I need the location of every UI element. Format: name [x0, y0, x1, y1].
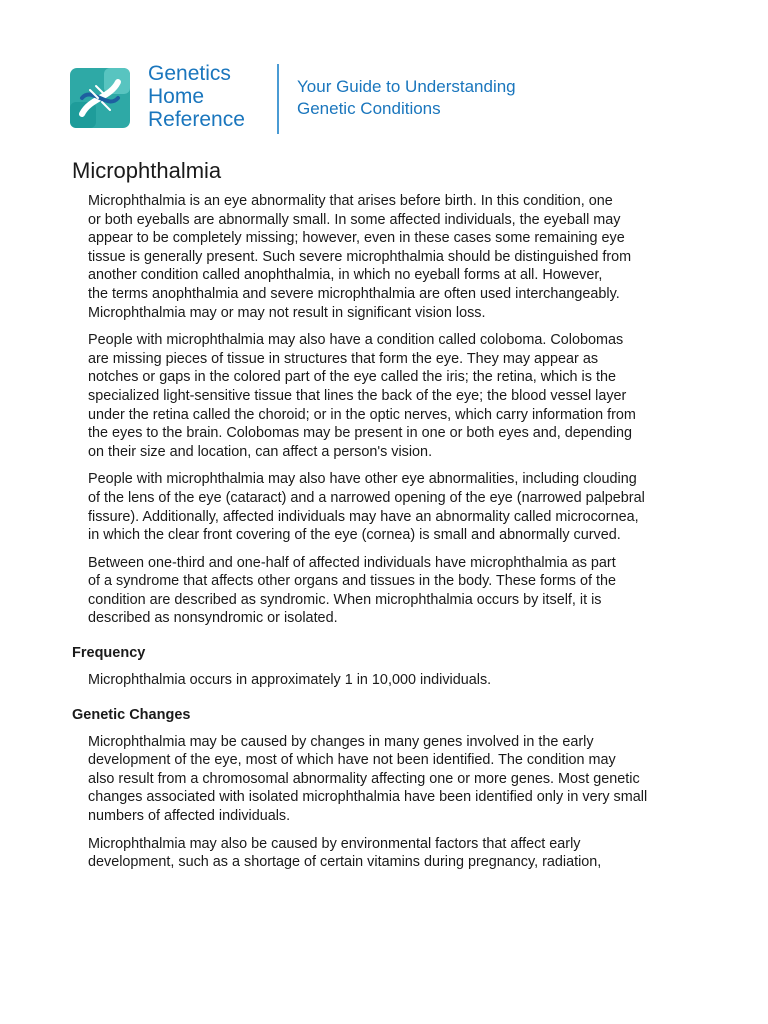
paragraph-line: another condition called anophthalmia, in which no eyeball forms at all. However, — [88, 267, 603, 284]
paragraph-line: People with microphthalmia may also have other eye abnormalities, including clouding — [88, 471, 637, 488]
body-paragraph — [88, 192, 722, 322]
paragraph-line: on their size and location, can affect a person's vision. — [88, 443, 433, 460]
paragraph-line: specialized light-sensitive tissue that lines the back of the eye; the blood vessel layer — [88, 387, 627, 404]
article-content — [72, 158, 722, 881]
body-paragraph — [88, 835, 722, 872]
paragraph-line: in which the clear front covering of the eye (cornea) is small and abnormally curved. — [88, 527, 621, 544]
body-paragraph — [88, 554, 722, 628]
paragraph-line: Between one-third and one-half of affected individuals have microphthalmia as part — [88, 554, 616, 571]
paragraph-line: notches or gaps in the colored part of the eye called the iris; the retina, which is the — [88, 369, 616, 386]
frequency-heading: Frequency — [72, 645, 146, 662]
genetic-changes-section — [72, 733, 722, 872]
paragraph-line: Microphthalmia occurs in approximately 1 in 10,000 individuals. — [88, 672, 492, 689]
paragraph-line: described as nonsyndromic or isolated. — [88, 610, 338, 627]
paragraph-line: Microphthalmia may be caused by changes in many genes involved in the early — [88, 733, 594, 750]
paragraph-line: the terms anophthalmia and severe microphthalmia are often used interchangeably. — [88, 285, 620, 302]
header-divider — [277, 64, 279, 134]
paragraph-line: condition are described as syndromic. When microphthalmia occurs by itself, it is — [88, 591, 602, 608]
logo-line-reference: Reference — [148, 108, 245, 131]
paragraph-line: tissue is generally present. Such severe microphthalmia should be distinguished from — [88, 248, 632, 265]
paragraph-line: of the lens of the eye (cataract) and a narrowed opening of the eye (narrowed palpebral — [88, 489, 645, 506]
logo-line-home: Home — [148, 85, 205, 108]
body-paragraph — [88, 733, 722, 826]
body-paragraph — [88, 671, 722, 690]
body-paragraph — [88, 470, 722, 544]
paragraph-line: changes associated with isolated microphthalmia have been identified only in very small — [88, 789, 648, 806]
paragraph-line: Microphthalmia may or may not result in significant vision loss. — [88, 304, 486, 321]
paragraph-line: under the retina called the choroid; or in the optic nerves, which carry information from — [88, 406, 636, 423]
paragraph-line: the eyes to the brain. Colobomas may be present in one or both eyes and, depending — [88, 425, 633, 442]
paragraph-line: appear to be completely missing; however, even in these cases some remaining eye — [88, 230, 625, 247]
tagline-line-1: Your Guide to Understanding — [297, 77, 516, 96]
logo-line-genetics: Genetics — [148, 62, 231, 85]
paragraph-line: also result from a chromosomal abnormality affecting one or more genes. Most genetic — [88, 770, 640, 787]
paragraph-line: or both eyeballs are abnormally small. In some affected individuals, the eyeball may — [88, 211, 621, 228]
site-logo-wordmark[interactable] — [148, 62, 245, 131]
tagline-line-2: Genetic Conditions — [297, 99, 441, 118]
paragraph-line: are missing pieces of tissue in structures that form the eye. They may appear as — [88, 350, 599, 367]
paragraph-line: numbers of affected individuals. — [88, 808, 291, 825]
genetic-changes-heading: Genetic Changes — [72, 706, 191, 723]
paragraph-line: of a syndrome that affects other organs and tissues in the body. These forms of the — [88, 573, 616, 590]
paragraph-line: People with microphthalmia may also have a condition called coloboma. Colobomas — [88, 332, 624, 349]
intro-section — [72, 192, 722, 628]
body-paragraph — [88, 331, 722, 461]
paragraph-line: development of the eye, most of which have not been identified. The condition may — [88, 752, 616, 769]
paragraph-line: fissure). Additionally, affected individuals may have an abnormality called microcornea, — [88, 508, 639, 525]
site-tagline — [297, 76, 516, 120]
frequency-section — [72, 671, 722, 690]
site-header — [70, 60, 710, 140]
paragraph-line: Microphthalmia may also be caused by environmental factors that affect early — [88, 835, 581, 852]
page-title: Microphthalmia — [72, 158, 222, 183]
paragraph-line: development, such as a shortage of certain vitamins during pregnancy, radiation, — [88, 854, 602, 871]
dna-logo-icon — [70, 68, 130, 128]
paragraph-line: Microphthalmia is an eye abnormality that arises before birth. In this condition, one — [88, 193, 613, 209]
